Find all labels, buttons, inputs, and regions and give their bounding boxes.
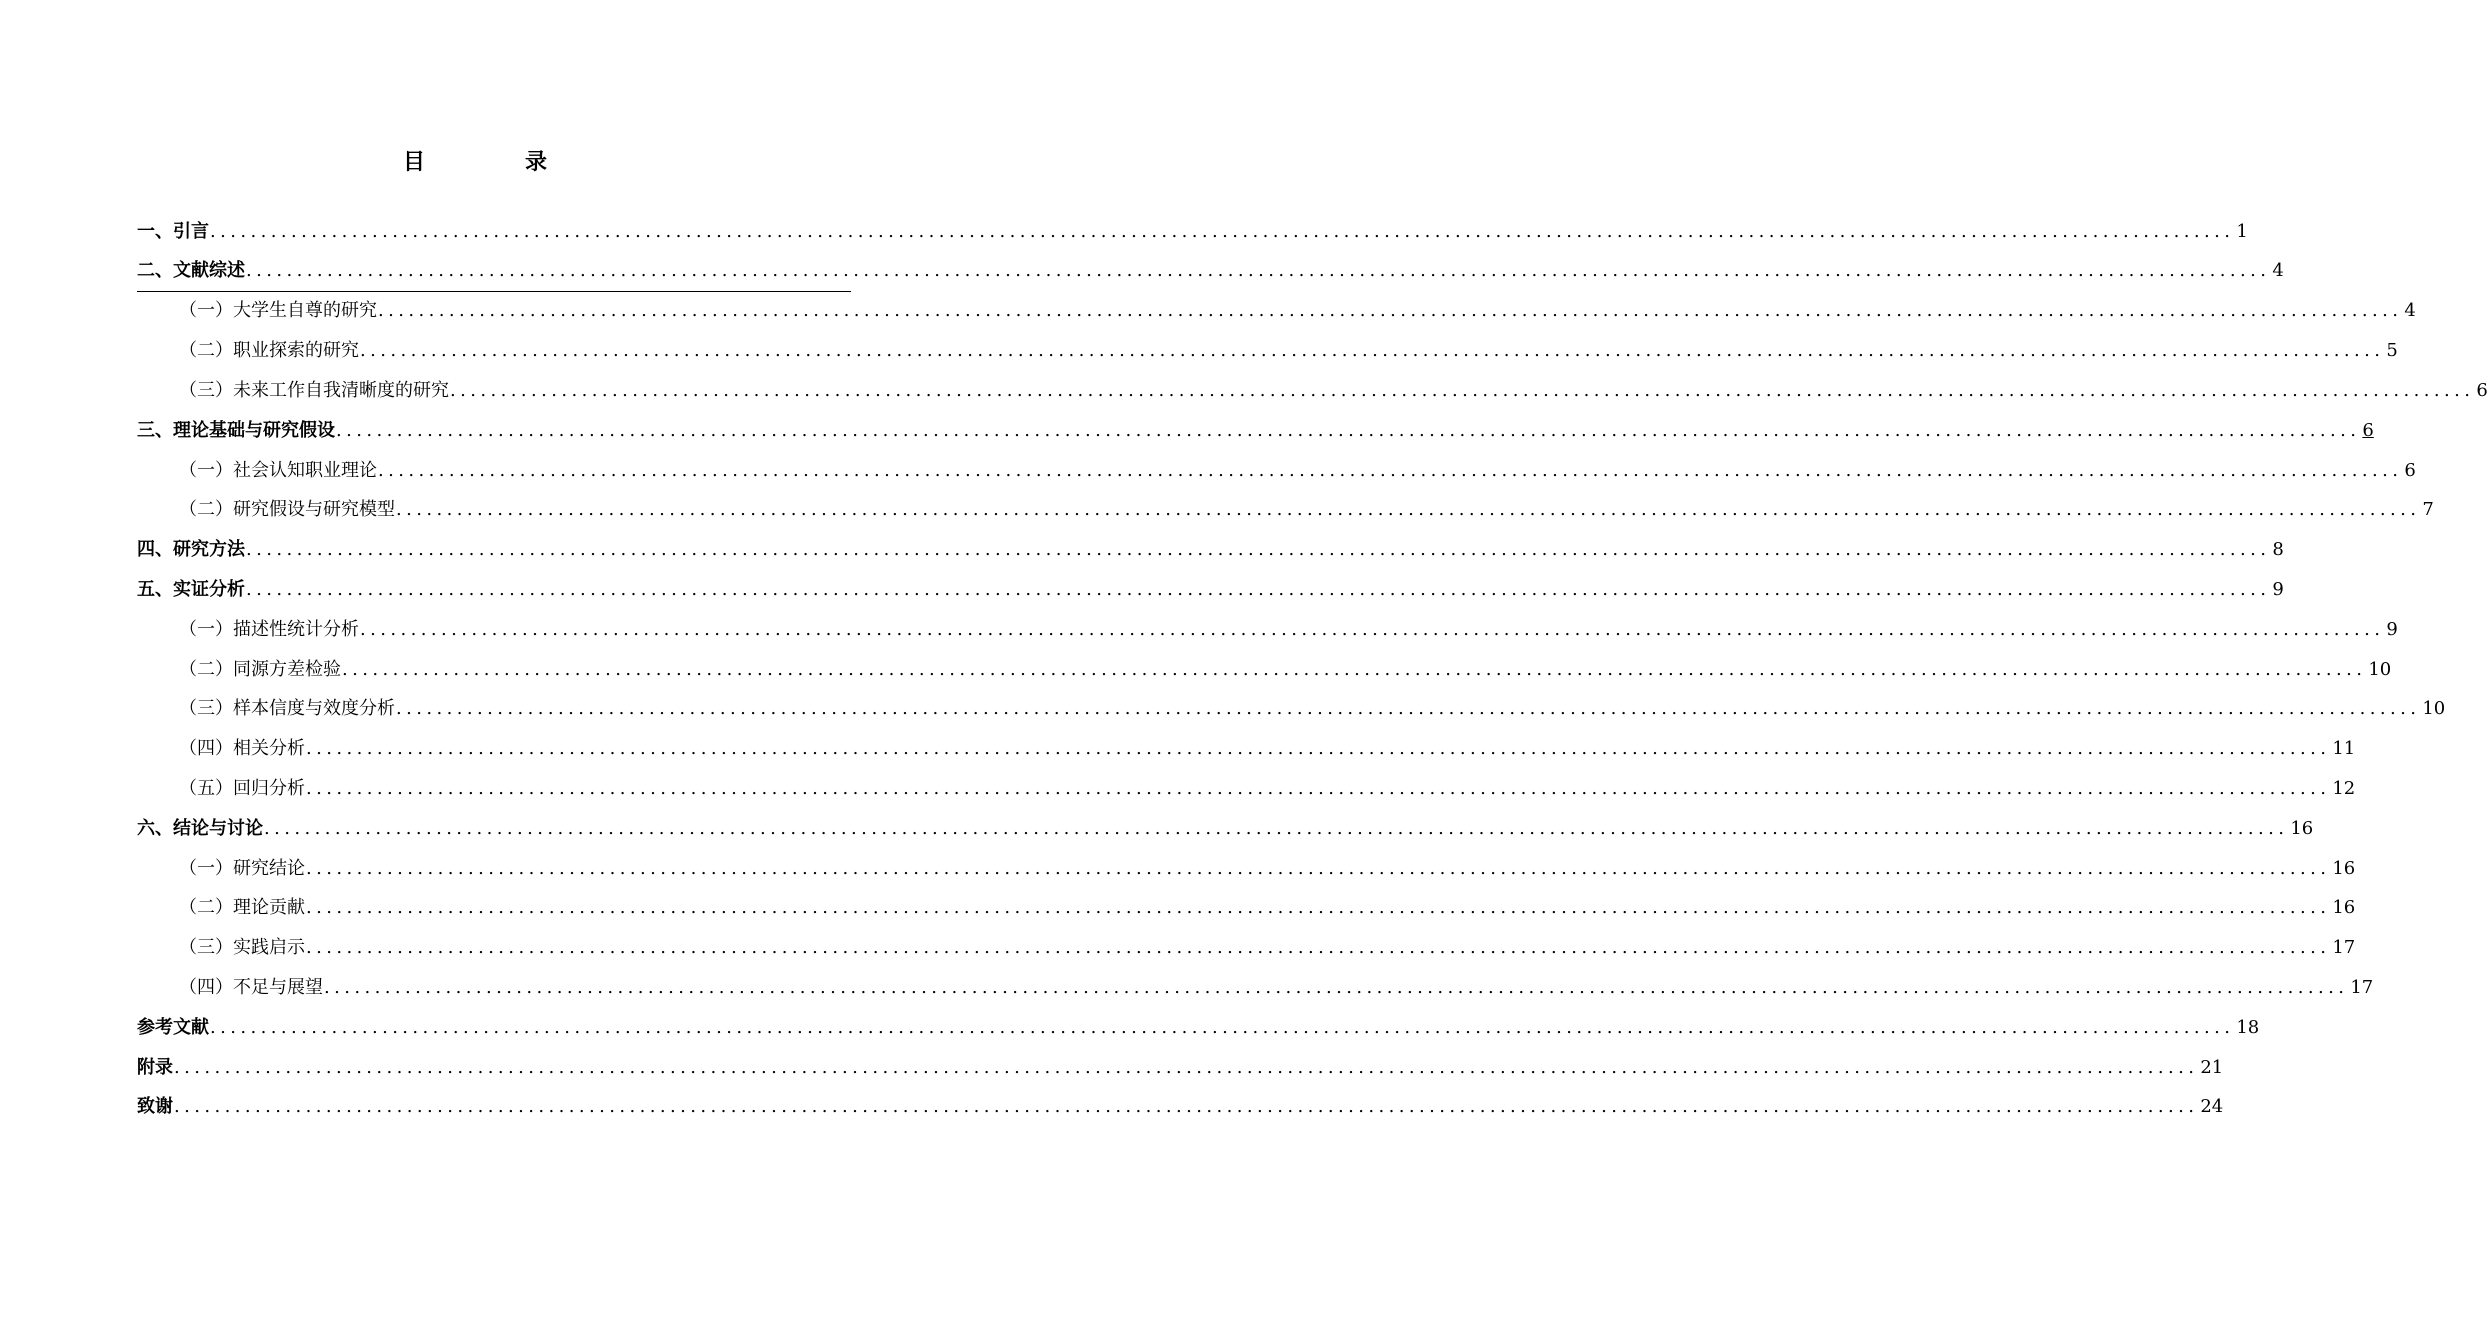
toc-page-number: 8 [2272, 539, 2284, 561]
toc-entry-label: 二、文献综述 [137, 260, 245, 282]
table-of-contents [137, 212, 2488, 1127]
dot-leader: ........................................................................................................................................................................................................ [336, 419, 2361, 441]
toc-entry[interactable] [137, 849, 2356, 889]
toc-entry[interactable] [137, 729, 2356, 769]
toc-entry-label: （一）描述性统计分析 [179, 618, 359, 640]
dot-leader: ........................................................................................................................................................................................................ [246, 260, 2271, 282]
toc-entry-label: （三）未来工作自我清晰度的研究 [179, 380, 449, 402]
toc-page-number: 4 [2404, 300, 2416, 322]
dot-leader: ........................................................................................................................................................................................................ [264, 817, 2289, 839]
toc-entry-label: （二）理论贡献 [179, 897, 305, 919]
toc-page-number: 16 [2332, 857, 2356, 879]
toc-page-number: 10 [2368, 658, 2392, 680]
dot-leader: ........................................................................................................................................................................................................ [342, 658, 2367, 680]
toc-page-number: 6 [2476, 380, 2488, 402]
toc-entry-label: （一）大学生自尊的研究 [179, 300, 377, 322]
toc-entry[interactable] [137, 491, 2434, 531]
toc-page-number: 4 [2272, 260, 2284, 282]
toc-page-number: 6 [2362, 419, 2374, 441]
toc-entry-label: （四）不足与展望 [179, 977, 323, 999]
toc-entry[interactable] [137, 889, 2356, 929]
toc-entry-label: 一、引言 [137, 220, 209, 242]
page-title [0, 140, 950, 180]
toc-page-number: 17 [2350, 977, 2374, 999]
toc-entry[interactable] [137, 371, 2488, 411]
toc-page-number: 7 [2422, 499, 2434, 521]
title-char-2: 录 [525, 149, 548, 175]
dot-leader: ........................................................................................................................................................................................................ [324, 977, 2349, 999]
toc-page-number: 12 [2332, 778, 2356, 800]
dot-leader: ........................................................................................................................................................................................................ [210, 1016, 2235, 1038]
toc-entry-label: （二）职业探索的研究 [179, 340, 359, 362]
toc-page-number: 9 [2272, 579, 2284, 601]
toc-entry-label: （一）研究结论 [179, 857, 305, 879]
dot-leader: ........................................................................................................................................................................................................ [306, 738, 2331, 760]
dot-leader: ........................................................................................................................................................................................................ [246, 539, 2271, 561]
toc-entry-label: （二）研究假设与研究模型 [179, 499, 395, 521]
toc-entry[interactable] [137, 570, 2284, 610]
toc-entry-label: （三）实践启示 [179, 937, 305, 959]
dot-leader: ........................................................................................................................................................................................................ [306, 897, 2331, 919]
toc-entry-label: 五、实证分析 [137, 579, 245, 601]
toc-entry[interactable] [137, 690, 2446, 730]
toc-entry-label: 三、理论基础与研究假设 [137, 419, 335, 441]
toc-entry-label: 致谢 [137, 1096, 173, 1118]
toc-page-number: 16 [2290, 817, 2314, 839]
toc-entry[interactable] [137, 212, 2248, 252]
toc-page-number: 5 [2386, 340, 2398, 362]
dot-leader: ........................................................................................................................................................................................................ [450, 380, 2475, 402]
toc-entry[interactable] [137, 530, 2284, 570]
toc-entry-label: 四、研究方法 [137, 539, 245, 561]
dot-leader: ........................................................................................................................................................................................................ [396, 499, 2421, 521]
toc-entry-label: 参考文献 [137, 1016, 209, 1038]
dot-leader: ........................................................................................................................................................................................................ [378, 300, 2403, 322]
dot-leader: ........................................................................................................................................................................................................ [246, 579, 2271, 601]
toc-entry[interactable] [137, 451, 2416, 491]
toc-page-number: 6 [2404, 459, 2416, 481]
toc-entry[interactable] [137, 968, 2374, 1008]
toc-page-number: 1 [2236, 220, 2248, 242]
toc-entry[interactable] [137, 252, 2284, 292]
toc-page-number: 21 [2200, 1056, 2224, 1078]
toc-page-number: 10 [2422, 698, 2446, 720]
toc-page-number: 18 [2236, 1016, 2260, 1038]
toc-entry-label: （一）社会认知职业理论 [179, 459, 377, 481]
dot-leader: ........................................................................................................................................................................................................ [210, 220, 2235, 242]
toc-page-number: 24 [2200, 1096, 2224, 1118]
dot-leader: ........................................................................................................................................................................................................ [174, 1056, 2199, 1078]
dot-leader: ........................................................................................................................................................................................................ [306, 778, 2331, 800]
dot-leader: ........................................................................................................................................................................................................ [396, 698, 2421, 720]
toc-entry[interactable] [137, 809, 2314, 849]
dot-leader: ........................................................................................................................................................................................................ [378, 459, 2403, 481]
toc-entry[interactable] [137, 1048, 2224, 1088]
toc-entry[interactable] [137, 650, 2392, 690]
toc-entry[interactable] [137, 411, 2374, 451]
dot-leader: ........................................................................................................................................................................................................ [174, 1096, 2199, 1118]
toc-entry-label: 附录 [137, 1056, 173, 1078]
dot-leader: ........................................................................................................................................................................................................ [360, 618, 2385, 640]
toc-entry-label: （四）相关分析 [179, 738, 305, 760]
toc-page-number: 9 [2386, 618, 2398, 640]
toc-entry-label: （五）回归分析 [179, 778, 305, 800]
toc-entry[interactable] [137, 769, 2356, 809]
dot-leader: ........................................................................................................................................................................................................ [306, 857, 2331, 879]
title-char-1: 目 [402, 149, 425, 175]
toc-entry[interactable] [137, 331, 2398, 371]
toc-entry[interactable] [137, 1008, 2260, 1048]
toc-page-number: 16 [2332, 897, 2356, 919]
toc-entry[interactable] [137, 1088, 2224, 1128]
toc-entry-label: （三）样本信度与效度分析 [179, 698, 395, 720]
dot-leader: ........................................................................................................................................................................................................ [306, 937, 2331, 959]
toc-entry[interactable] [137, 928, 2356, 968]
toc-entry-label: 六、结论与讨论 [137, 817, 263, 839]
toc-page-number: 11 [2332, 738, 2356, 760]
dot-leader: ........................................................................................................................................................................................................ [360, 340, 2385, 362]
toc-entry[interactable] [137, 292, 2416, 332]
toc-entry-label: （二）同源方差检验 [179, 658, 341, 680]
toc-page-number: 17 [2332, 937, 2356, 959]
toc-entry[interactable] [137, 610, 2398, 650]
